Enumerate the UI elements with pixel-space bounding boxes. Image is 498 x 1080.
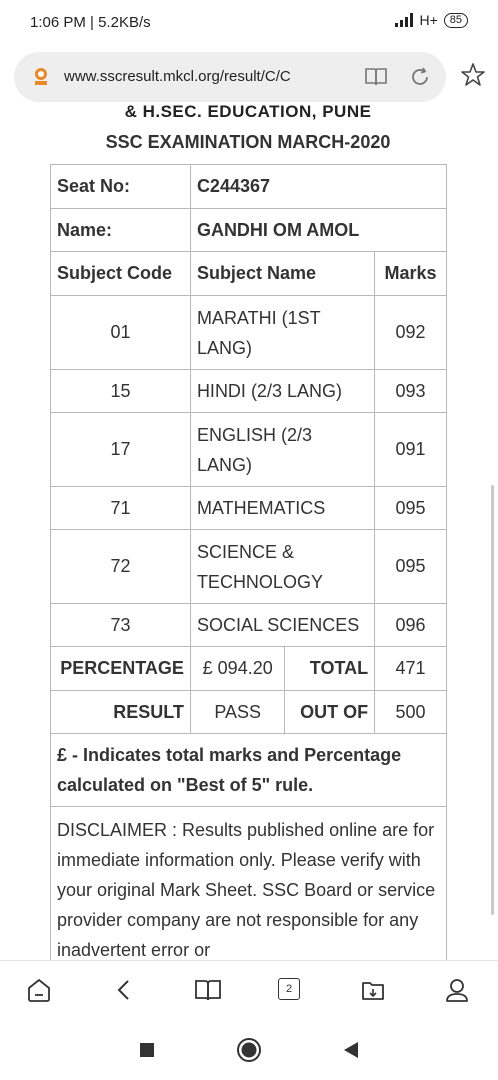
recents-button[interactable] [140,1043,154,1057]
home-icon[interactable] [26,977,52,1003]
board-line: & H.SEC. EDUCATION, PUNE [124,102,372,121]
percentage-row [51,647,447,691]
marks-header: Marks [375,252,447,296]
home-button[interactable] [236,1037,262,1063]
subject-name: ENGLISH (2/3 LANG) [190,413,374,487]
status-indicators [395,12,468,28]
result-table [50,164,447,974]
refresh-icon[interactable] [408,65,432,89]
browser-toolbar [0,960,498,1021]
subject-name: SOCIAL SCIENCES [190,604,374,647]
seat-value: C244367 [190,165,446,209]
back-button[interactable] [342,1040,360,1060]
seat-label: Seat No: [51,165,191,209]
status-time: 1:06 PM | 5.2KB/s [30,14,151,31]
subject-code: 71 [51,487,191,530]
exam-title: SSC EXAMINATION MARCH-2020 [105,132,391,152]
tabs-icon[interactable]: 2 [278,978,300,1000]
subject-code: 72 [51,530,191,604]
subject-name: MARATHI (1ST LANG) [190,296,374,370]
table-row [51,530,447,604]
subject-marks: 091 [375,413,447,487]
site-logo-icon [30,66,52,88]
seat-row [51,165,447,209]
header-row [51,252,447,296]
profile-icon[interactable] [444,977,470,1003]
subject-marks: 096 [375,604,447,647]
outof-value: 500 [375,691,447,734]
subject-name-header: Subject Name [190,252,374,296]
subject-code: 01 [51,296,191,370]
subject-code-header: Subject Code [51,252,191,296]
page-content [0,102,498,960]
subject-name: HINDI (2/3 LANG) [190,370,374,413]
disclaimer-row [51,807,447,974]
result-label: RESULT [51,691,191,734]
subject-code: 15 [51,370,191,413]
disclaimer-text: DISCLAIMER : Results published online are for immediate information only. Please verify with your original Mark Sheet. SSC Board or service provider company are not responsible for any inadvertent error or [51,807,447,974]
battery-icon: 85 [444,13,468,28]
name-label: Name: [51,209,191,252]
signal-icon [395,13,413,27]
total-value: 471 [375,647,447,691]
note-row [51,734,447,807]
outof-label: OUT OF [285,691,375,734]
url-bar[interactable] [14,52,446,102]
scrollbar[interactable] [491,485,494,915]
percentage-value: £ 094.20 [190,647,285,691]
subject-marks: 095 [375,530,447,604]
best-of-5-note: £ - Indicates total marks and Percentage calculated on "Best of 5" rule. [51,734,447,807]
subject-code: 73 [51,604,191,647]
subject-marks: 095 [375,487,447,530]
result-row [51,691,447,734]
total-label: TOTAL [285,647,375,691]
subject-name: SCIENCE & TECHNOLOGY [190,530,374,604]
back-arrow-icon[interactable] [112,977,138,1003]
subject-marks: 092 [375,296,447,370]
table-row [51,413,447,487]
result-value: PASS [190,691,285,734]
name-row [51,209,447,252]
subject-code: 17 [51,413,191,487]
book-icon[interactable] [194,977,222,1003]
table-row [51,604,447,647]
system-nav-bar [0,1020,498,1080]
download-icon[interactable] [360,977,386,1003]
table-row [51,487,447,530]
star-icon[interactable] [460,62,486,88]
table-row [51,370,447,413]
subject-name: MATHEMATICS [190,487,374,530]
url-text[interactable]: www.sscresult.mkcl.org/result/C/C [64,68,291,85]
network-type: H+ [419,12,438,28]
reader-mode-icon[interactable] [364,66,388,88]
table-row [51,296,447,370]
name-value: GANDHI OM AMOL [190,209,446,252]
subject-marks: 093 [375,370,447,413]
status-bar [0,0,498,44]
percentage-label: PERCENTAGE [51,647,191,691]
